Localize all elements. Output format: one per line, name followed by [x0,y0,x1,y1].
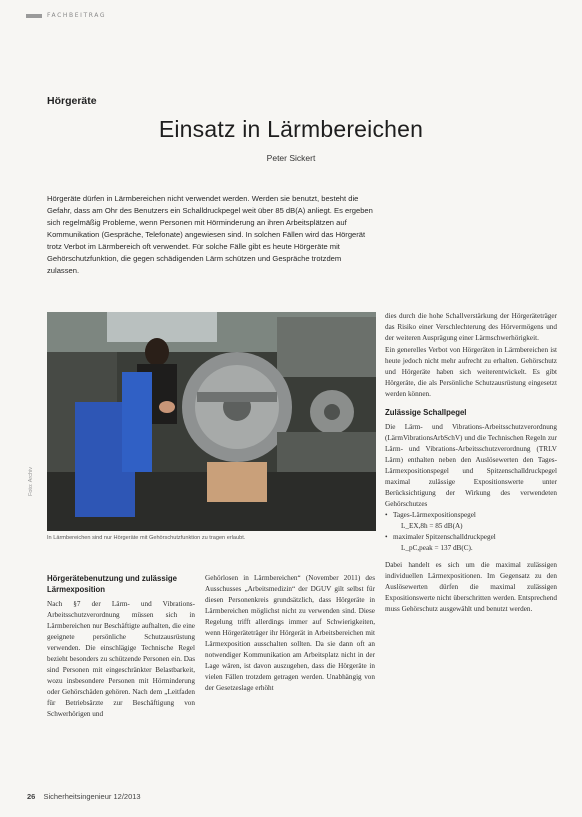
journal-name: Sicherheitsingenieur 12/2013 [43,792,141,801]
photo-caption: In Lärmbereichen sind nur Hörgeräte mit Gehörschutzfunktion zu tragen erlaubt. [47,535,246,541]
column-text: Nach §7 der Lärm- und Vibrations-Arbeitsschutzverordnung müssen sich in Lärmbereichen nur Beschäftigte aufhalten, die eine geeignete persönliche Schutzausrüstung verwenden. Die einschlägige Technische Regel bezieht besonders zu schützende Personen ein. Das sind Personen mit eingeschränkter Belastbarkeit, wozu insbesondere Personen mit Hörminderung oder Gehörschäden gehören. Nach dem „Leitfaden für Betriebsärzte zur Beschäftigung von Schwerhörigen und [47,600,195,718]
section-marker [26,14,42,18]
section-heading: Hörgerätebenutzung und zulässige Lärmexposition [47,574,177,594]
column-middle [205,573,375,694]
column-text: Die Lärm- und Vibrations-Arbeitsschutzverordnung (LärmVibrationsArbSchV) und die Technischen Regeln zur Lärm- und Vibrations-Arbeitsschutzverordnung (TRLV Lärm) enthalten neben den Auslösewerten den Tages-Lärmexpositionspegel und Spitzenschalldruckpegel maximal zulässige Expositionswerte unter Berücksichtigung der Wirkung des verwendeten Gehörschutzes [385,423,557,508]
column-text: dies durch die hohe Schallverstärkung der Hörgeräteträger das Risiko einer Verschlechterung des Hörvermögens und der weiteren Ausprägung einer Lärmschwerhörigkeit. [385,312,557,342]
page-footer [27,792,141,801]
article-lead: Hörgeräte dürfen in Lärmbereichen nicht verwendet werden. Werden sie benutzt, besteht die Gefahr, dass am Ohr des Benutzers ein Schalldruckpegel weit über 85 dB(A) anliegt. Es ergeben sich regelmäßig Probleme, wenn Personen mit Hörminderung an ihren Arbeitsplätzen auf Kommunikation (Gespräche, Telefonate) angewiesen sind. In solchen Fällen wird das Hörgerät trotz Verbot im Lärmbereich oft verwendet. Für solche Fälle gibt es heute Hörgeräte mit Gehörschutzfunktion, die gegen schädigenden Lärm schützen und Gespräche trotzdem zulassen. [47,194,373,275]
machine-photo [47,312,376,531]
formula: L_pC,peak = 137 dB(C). [401,544,473,552]
list-item: • Tages-Lärmexpositionspegel [393,510,557,521]
column-text: Dabei handelt es sich um die maximal zulässigen individuellen Lärmexpositionen. Im Gegensatz zu den Auslösewerten dürfen die maximal zulässigen Expositionswerte nicht überschritten werden. Entsprechend muss Gehörschutz ausgewählt und benutzt werden. [385,561,557,613]
page-number: 26 [27,792,36,801]
column-right [385,311,557,615]
section-label: FACHBEITRAG [47,12,107,19]
list-item: • maximaler Spitzenschalldruckpegel [393,532,557,543]
column-text: Gehörlosen in Lärmbereichen“ (November 2011) des Ausschusses „Arbeitsmedizin“ der DGUV gilt selbst für diesen Personenkreis grundsätzlich, dass Hörgeräte in Lärmbereichen möglichst nicht zu verwenden sind. Diese Regelung trifft allerdings immer auf Schwierigkeiten, wenn Hörgeräteträger ihr Hörgerät in Arbeitsbereichen mit Lärmexposition ausschalten sollten. Da sie dann oft an notwendiger Kommunikation am Arbeitsplatz nicht in der Lage wären, ist davon auszugehen, dass die Hörgeräte in vielen Fällen trotzdem getragen werden. Unabhängig von der Gesetzeslage erhöht [205,574,375,692]
article-author: Peter Sickert [266,153,316,163]
article-title: Einsatz in Lärmbereichen [158,116,424,142]
section-heading: Zulässige Schallpegel [385,408,467,417]
formula: L_EX,8h = 85 dB(A) [401,522,463,530]
limit-list [385,510,557,554]
article-category: Hörgeräte [47,95,97,107]
column-left [47,573,195,720]
photo-credit: Foto: Archiv [28,466,34,496]
column-text: Ein generelles Verbot von Hörgeräten in Lärmbereichen ist heute jedoch nicht mehr aufrecht zu erhalten. Gehörschutz und Hörgeräte haben sich weiterentwickelt. Es gibt Hörgeräte, die als Persönliche Schutzausrüstung eingesetzt werden können. [385,346,557,398]
